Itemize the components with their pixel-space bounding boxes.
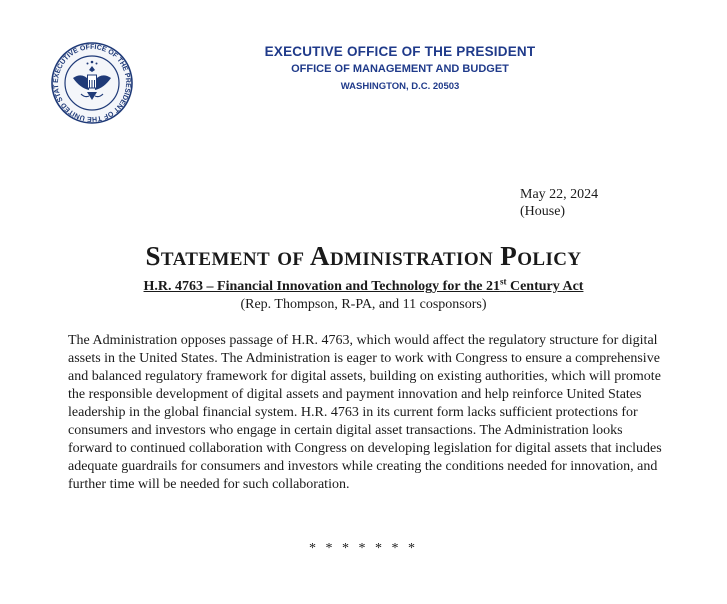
- bill-title: [0, 278, 727, 295]
- letterhead: [200, 44, 600, 94]
- bill-title-main: H.R. 4763 – Financial Innovation and Technology for the 21: [143, 279, 500, 294]
- date-block: [520, 186, 598, 220]
- executive-office-seal: [51, 42, 133, 124]
- page-title: Statement of Administration Policy: [145, 241, 582, 271]
- bill-title-superscript: st: [499, 276, 507, 287]
- seal-ring-text: EXECUTIVE OFFICE OF THE PRESIDENT OF THE UNITED STAT: [52, 43, 132, 123]
- bill-sponsors: (Rep. Thompson, R-PA, and 11 cosponsors): [240, 297, 487, 312]
- statement-body: The Administration opposes passage of H.R. 4763, which would affect the regulatory structure for digital assets in the United States. The Administration is eager to work with Congress to ensure a comprehensive and balanced regulatory framework for digital assets, building on existing authorities, which will promote the responsible development of digital assets and payment innovation and help reinforce United States leadership in the global financial system. H.R. 4763 in its current form lacks sufficient protections for consumers and investors who engage in certain digital asset transactions. The Administration looks forward to continued collaboration with Congress on developing legislation for digital assets that includes adequate guardrails for consumers and investors while creating the conditions needed for innovation, and further time will be needed for such collaboration.: [68, 333, 662, 492]
- statement-date: May 22, 2024: [520, 187, 599, 202]
- letterhead-omb: OFFICE OF MANAGEMENT AND BUDGET: [291, 63, 509, 75]
- seal-icon: [51, 42, 133, 124]
- letterhead-address: WASHINGTON, D.C. 20503: [340, 81, 460, 92]
- bill-title-tail: Century Act: [506, 279, 584, 294]
- section-separator: * * * * * * *: [309, 541, 418, 556]
- statement-chamber: (House): [520, 204, 566, 219]
- letterhead-office: EXECUTIVE OFFICE OF THE PRESIDENT: [264, 44, 536, 59]
